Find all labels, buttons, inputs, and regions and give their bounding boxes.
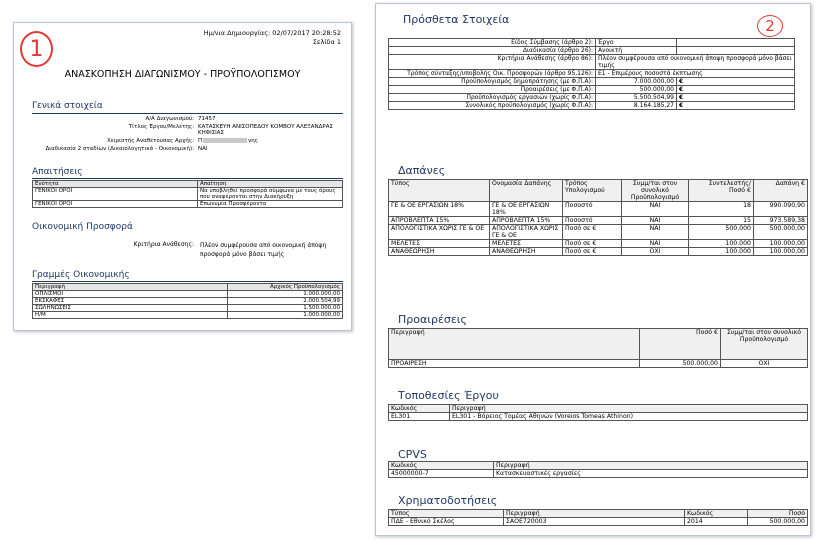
table-cell: Ποσό σε € — [563, 240, 622, 248]
column-header: Αρχικός Προϋπολογισμός — [228, 284, 343, 291]
page-number-badge: 2 — [757, 15, 783, 37]
table-row — [389, 47, 795, 55]
table-cell: ΑΠΡΟΒΛΕΠΤΑ 15% — [490, 217, 563, 225]
table-cell: ΟΠΛΙΣΜΟΙ — [33, 291, 228, 298]
table-row — [389, 225, 808, 240]
table-row — [389, 248, 808, 256]
table-cell: EL301 — [389, 413, 450, 421]
table-row — [389, 217, 808, 225]
table-header-row — [389, 180, 808, 202]
table-row — [389, 413, 808, 421]
field-value: Πλέον συμφέρουσα από οικονομική άποψη προσφορά μόνο βάσει τιμής — [596, 55, 795, 70]
table-row — [33, 291, 343, 298]
table-cell: 990.090,90 — [754, 202, 808, 217]
table-cell: 15 — [689, 217, 754, 225]
column-header: Ενότητα — [33, 181, 198, 188]
requirements-heading: Απαιτήσεις — [32, 167, 83, 177]
table-cell: Να υποβληθεί προσφορά σύμφωνα με τους όρους που αναφέρονται στην Διακήρυξη — [198, 188, 343, 201]
locations-heading: Τοποθεσίες Έργου — [398, 389, 499, 402]
field-label: Προαιρέσεις (με Φ.Π.Α): — [389, 86, 596, 94]
financial-lines-table — [32, 283, 343, 319]
table-cell: ΝΑΙ — [622, 240, 689, 248]
handler-suffix: νης — [248, 138, 258, 144]
general-heading: Γενικά στοιχεία — [32, 101, 103, 111]
table-cell: 1.000.000,00 — [228, 291, 343, 298]
field-value: 7.000.000,00 — [596, 78, 677, 86]
table-row — [33, 201, 343, 208]
table-row — [33, 305, 343, 312]
report-title: ΑΝΑΣΚΟΠΗΣΗ ΔΙΑΓΩΝΙΣΜΟΥ - ΠΡΟΫΠΟΛΟΓΙΣΜΟΥ — [64, 69, 301, 80]
field-value: Έργο — [596, 39, 677, 47]
divider — [32, 281, 343, 282]
field-label: Συνολικός προϋπολογισμός (χωρίς Φ.Π.Α): — [389, 102, 596, 110]
offer-heading: Οικονομική Προσφορά — [32, 222, 133, 232]
options-table — [388, 328, 808, 368]
table-cell: 100.000 — [689, 240, 754, 248]
table-cell: ΣΩΛΗΝΩΣΕΙΣ — [33, 305, 228, 312]
column-header: Ποσό € — [640, 329, 721, 360]
table-cell: 100.000,00 — [754, 240, 808, 248]
table-cell: 500.000,00 — [748, 518, 808, 526]
column-header: Τρόπος Υπολογισμού — [563, 180, 622, 202]
general-info — [32, 116, 343, 156]
table-cell: ΜΕΛΕΤΕΣ — [490, 240, 563, 248]
cpvs-table — [388, 461, 808, 478]
table-cell: 18 — [689, 202, 754, 217]
field-label: Προϋπολογισμός δημοπράτησης (με Φ.Π.Α): — [389, 78, 596, 86]
table-cell: 1.000.000,00 — [228, 312, 343, 319]
table-header-row — [389, 510, 808, 518]
column-header: Περιγραφή — [450, 405, 808, 413]
field-value — [198, 138, 338, 144]
expenses-table — [388, 179, 808, 256]
table-header-row — [33, 181, 343, 188]
table-cell: ΟΧΙ — [622, 248, 689, 256]
column-header: Συντελεστής/ Ποσό € — [689, 180, 754, 202]
table-cell: Ποσό σε € — [563, 248, 622, 256]
table-cell: ΝΑΙ — [622, 202, 689, 217]
table-cell: 2.000.504,99 — [228, 298, 343, 305]
table-header-row — [389, 462, 808, 470]
divider — [32, 113, 343, 114]
table-row — [389, 39, 795, 47]
field-value: 5.500.504,99 — [596, 94, 677, 102]
field-unit — [677, 47, 795, 55]
field-unit — [677, 39, 795, 47]
handler-initial: Π — [198, 138, 203, 144]
field-label: Τρόπος σύνταξης/υποβολής Οικ. Προσφορών (άρθρο 95,126): — [389, 70, 596, 78]
page-number-badge: 1 — [20, 31, 53, 67]
page-counter: Σελίδα 1 — [312, 38, 341, 46]
table-row — [389, 86, 795, 94]
table-cell: ΓΕ & ΟΕ ΕΡΓΑΣΙΩΝ 18% — [389, 202, 490, 217]
field-value: Ε1 - Επιμέρους ποσοστά έκπτωσης — [596, 70, 795, 78]
field-value: ΚΑΤΑΣΚΕΥΗ ΑΝΙΣΟΠΕΔΟΥ ΚΟΜΒΟΥ ΑΛΕΞΑΝΔΡΑΣ ΚΗΦΙΣΙΑΣ — [198, 124, 333, 136]
creation-date: Ημ/νια Δημιουργίας: 02/07/2017 20:28:52 — [203, 29, 341, 37]
table-row — [389, 94, 795, 102]
field-value: 500.000,00 — [596, 86, 677, 94]
table-cell: ΕΚΣΚΑΦΕΣ — [33, 298, 228, 305]
column-header: Περιγραφή — [389, 329, 640, 360]
table-row — [33, 312, 343, 319]
table-row — [389, 55, 795, 70]
table-cell: ΑΠΟΛΟΓΙΣΤΙΚΑ ΧΩΡΙΣ ΓΕ & ΟΕ — [389, 225, 490, 240]
table-row — [389, 360, 808, 368]
table-cell: 500.000,00 — [754, 225, 808, 240]
table-row — [389, 102, 795, 110]
table-cell: 100.000,00 — [754, 248, 808, 256]
column-header: Κωδικός — [389, 462, 494, 470]
table-cell: ΣΑΟΕ720003 — [504, 518, 685, 526]
table-row — [33, 188, 343, 201]
table-cell: ΜΕΛΕΤΕΣ — [389, 240, 490, 248]
cpvs-heading: CPVS — [398, 448, 427, 461]
column-header: Ποσό — [748, 510, 808, 518]
column-header: Ονομασία Δαπάνης — [490, 180, 563, 202]
field-label: Προϋπολογισμός εργασιών (χωρίς Φ.Π.Α): — [389, 94, 596, 102]
funding-heading: Χρηματοδοτήσεις — [398, 494, 498, 507]
funding-table — [388, 509, 808, 526]
table-cell: ΓΕΝΙΚΟΙ ΟΡΟΙ — [33, 201, 198, 208]
table-cell: 500.000 — [689, 225, 754, 240]
table-cell: Ποσοστό — [563, 202, 622, 217]
column-header: Τύπος — [389, 180, 490, 202]
table-cell: ΓΕΝΙΚΟΙ ΟΡΟΙ — [33, 188, 198, 201]
table-row — [33, 298, 343, 305]
column-header: Τύπος — [389, 510, 504, 518]
table-header-row — [389, 405, 808, 413]
table-row — [389, 202, 808, 217]
field-label: Κριτήρια Ανάθεσης (άρθρο 86): — [389, 55, 596, 70]
column-header: Περιγραφή — [494, 462, 808, 470]
extra-details-table — [388, 38, 795, 110]
field-value: 71457 — [198, 116, 216, 122]
table-cell: 973.589,38 — [754, 217, 808, 225]
award-criteria-value: Πλέον συμφέρουσα από οικονομική άποψη προσφορά μόνο βάσει τιμής — [200, 242, 327, 258]
table-cell: 100.000 — [689, 248, 754, 256]
divider — [32, 178, 343, 179]
column-header: Συμμ/ται στον συνολικό Προϋπολογισμό — [622, 180, 689, 202]
options-heading: Προαιρέσεις — [398, 313, 467, 326]
table-cell: 2014 — [685, 518, 748, 526]
table-cell: 45000000-7 — [389, 470, 494, 478]
table-cell: Επωνυμία Προσφέροντα — [198, 201, 343, 208]
column-header: Κωδικός — [389, 405, 450, 413]
field-label: Τίτλος Έργου/Μελέτης: — [128, 124, 194, 130]
column-header: Περιγραφή — [33, 284, 228, 291]
table-cell: ΟΧΙ — [721, 360, 808, 368]
field-label: Είδος Σύμβασης (άρθρο 2): — [389, 39, 596, 47]
table-header-row — [389, 329, 808, 360]
locations-table — [388, 404, 808, 421]
requirements-table — [32, 180, 343, 208]
table-cell: 1.500.000,00 — [228, 305, 343, 312]
euro-symbol: € — [677, 94, 795, 102]
field-value: 8.164.185,27 — [596, 102, 677, 110]
table-header-row — [33, 284, 343, 291]
table-row — [389, 240, 808, 248]
table-cell: Η/Μ — [33, 312, 228, 319]
field-value: ΝΑΙ — [198, 146, 208, 152]
column-header: Κωδικός — [685, 510, 748, 518]
field-label: Διαδικασία (άρθρο 26): — [389, 47, 596, 55]
expenses-heading: Δαπάνες — [398, 164, 446, 177]
column-header: Συμμ/ται στον συνολικό Προϋπολογισμό — [721, 329, 808, 360]
table-row — [389, 78, 795, 86]
euro-symbol: € — [677, 102, 795, 110]
table-cell: ΑΝΑΘΕΩΡΗΣΗ — [389, 248, 490, 256]
table-row — [389, 470, 808, 478]
table-cell: ΓΕ & ΟΕ ΕΡΓΑΣΙΩΝ 18% — [490, 202, 563, 217]
document-review-page — [13, 22, 352, 331]
table-cell: ΠΡΟΑΙΡΕΣΗ — [389, 360, 640, 368]
table-cell: Ποσό σε € — [563, 225, 622, 240]
financial-lines-heading: Γραμμές Οικονομικής — [32, 270, 130, 280]
field-label: Α/Α Διαγωνισμού: — [145, 116, 194, 122]
table-cell: ΝΑΙ — [622, 225, 689, 240]
table-cell: Κατασκευαστικές εργασίες — [494, 470, 808, 478]
redaction-bar — [203, 138, 247, 143]
field-label: Χειριστής Αναθέτουσας Αρχής: — [107, 138, 194, 144]
table-cell: ΠΔΕ - Εθνικό Σκέλος — [389, 518, 504, 526]
table-row — [389, 70, 795, 78]
document-details-page — [375, 3, 811, 536]
column-header: Περιγραφή — [504, 510, 685, 518]
field-value: Ανοικτή — [596, 47, 677, 55]
table-cell: 500.000,00 — [640, 360, 721, 368]
euro-symbol: € — [677, 86, 795, 94]
euro-symbol: € — [677, 78, 795, 86]
field-label: Διαδικασία 2 σταδίων (Δικαιολογητικά - Οικονομική): — [45, 146, 194, 152]
column-header: Απαίτηση — [198, 181, 343, 188]
table-cell: ΑΠΟΛΟΓΙΣΤΙΚΑ ΧΩΡΙΣ ΓΕ & ΟΕ — [490, 225, 563, 240]
table-cell: Ποσοστό — [563, 217, 622, 225]
table-cell: ΝΑΙ — [622, 217, 689, 225]
table-cell: EL301 - Βόρειος Τομέας Αθηνών (Voreios Tomeas Athinon) — [450, 413, 808, 421]
award-criteria-label: Κριτήρια Ανάθεσης: — [133, 241, 194, 248]
column-header: Δαπάνη € — [754, 180, 808, 202]
table-cell: ΑΝΑΘΕΩΡΗΣΗ — [490, 248, 563, 256]
table-cell: ΑΠΡΟΒΛΕΠΤΑ 15% — [389, 217, 490, 225]
extra-details-heading: Πρόσθετα Στοιχεία — [403, 13, 510, 26]
table-row — [389, 518, 808, 526]
